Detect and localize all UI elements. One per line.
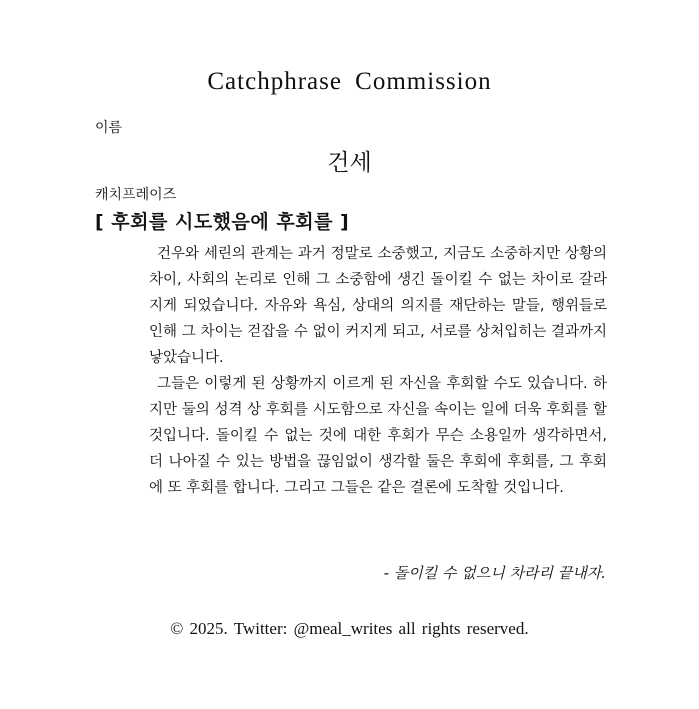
page-title: Catchphrase Commission — [207, 68, 492, 95]
catchphrase-heading: [ 후회를 시도했음에 후회를 ] — [95, 211, 350, 233]
body-text — [149, 241, 607, 501]
copyright-notice: © 2025. Twitter: @meal_writes all rights reserved. — [170, 619, 529, 638]
name-value: 건세 — [327, 150, 372, 176]
paragraph-1: 건우와 세린의 관계는 과거 정말로 소중했고, 지금도 소중하지만 상황의 차이, 사회의 논리로 인해 그 소중함에 생긴 돌이킬 수 없는 차이로 갈라지게 되었습니다. 자유와 욕심, 상대의 의지를 재단하는 말들, 행위들로 인해 그 차이는 걷잡을 수 없이 커지게 되고, 서로를 상처입히는 결과까지 낳았습니다. — [149, 246, 607, 366]
closing-quote: - 돌이킬 수 없으니 차라리 끝내자. — [383, 564, 606, 582]
paragraph-2: 그들은 이렇게 된 상황까지 이르게 된 자신을 후회할 수도 있습니다. 하지만 둘의 성격 상 후회를 시도함으로 자신을 속이는 일에 더욱 후회를 할 것입니다. 돌이킬 수 없는 것에 대한 후회가 무슨 소용일까 생각하면서, 더 나아질 수 있는 방법을 끊임없이 생각할 둘은 후회에 후회를, 그 후회에 또 후회를 합니다. 그리고 그들은 같은 결론에 도착할 것입니다. — [149, 376, 607, 496]
name-label: 이름 — [95, 120, 123, 136]
catchphrase-label: 캐치프레이즈 — [95, 187, 177, 203]
